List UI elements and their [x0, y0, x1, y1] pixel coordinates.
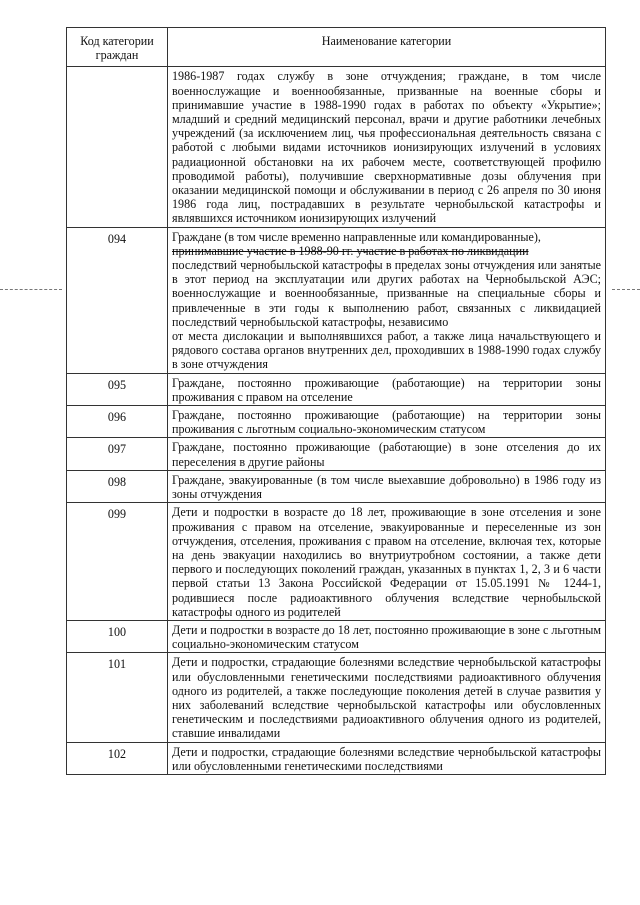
scan-margin-mark-left: [0, 289, 62, 290]
description-line: Граждане (в том числе временно направленные или командированные),: [172, 229, 541, 244]
category-code: 101: [67, 653, 168, 742]
category-code: 102: [67, 742, 168, 774]
category-description: Граждане, постоянно проживающие (работающие) на территории зоны проживания с правом на отселение: [168, 373, 606, 405]
table-header-row: [67, 28, 606, 67]
table-row: [67, 503, 606, 621]
table-row: [67, 67, 606, 227]
category-description: 1986-1987 годах службу в зоне отчуждения; граждане, в том числе военнослужащие и военнообязанные, призванные на военные сборы и принимавшие участие в 1988-1990 годах в работах по объекту «Укрытие»; младший и средний медицинский персонал, врачи и другие работники лечебных учреждений (за исключением лиц, чья профессиональная деятельность связана с работой с любыми видами источников ионизирующих излучений в условиях радиационной обстановки на их рабочем месте, соответствующей профилю проводимой работы), получившие сверхнормативные дозы облучения при оказании медицинской помощи и обслуживании в период с 26 апреля по 30 июня 1986 года лиц, пострадавших в результате чернобыльской катастрофы и являвшихся источником ионизирующих излучений: [168, 67, 606, 227]
category-description: Дети и подростки в возрасте до 18 лет, проживающие в зоне отселения и зоне проживания с правом на отселение, эвакуированные и переселенные из зон отчуждения, отселения, проживания с правом на отселение, включая тех, которые на день эвакуации находились во внутриутробном состоянии, а также дети первого и последующих поколений граждан, указанных в пунктах 1, 2, 3 и 6 части первой статьи 13 Закона Российской Федерации от 15.05.1991 № 1244-1, родившиеся после радиоактивного облучения вследствие чернобыльской катастрофы одного из родителей: [168, 503, 606, 621]
category-code: 100: [67, 620, 168, 652]
table-row: [67, 438, 606, 470]
table-row: [67, 620, 606, 652]
description-line: последствий чернобыльской катастрофы в пределах зоны отчуждения или занятые в этот период на эксплуатации или других работах на Чернобыльской АЭС; военнослужащие и военнообязанные, призванные на специальные сборы и привлеченные в эти годы к выполнению работ, связанных с ликвидацией последствий чернобыльской катастрофы, независимо: [172, 258, 601, 329]
category-description: Дети и подростки, страдающие болезнями вследствие чернобыльской катастрофы или обусловленными генетическими последствиями: [168, 742, 606, 774]
category-description: Дети и подростки в возрасте до 18 лет, постоянно проживающие в зоне с льготным социально-экономическим статусом: [168, 620, 606, 652]
category-code: 099: [67, 503, 168, 621]
category-code: 096: [67, 406, 168, 438]
citizen-category-table: [66, 27, 606, 775]
column-header-code: Код категории граждан: [67, 28, 168, 67]
table-row: [67, 742, 606, 774]
category-description: Дети и подростки, страдающие болезнями вследствие чернобыльской катастрофы или обусловленными генетическими последствиями радиоактивного облучения одного из родителей, а также последующие поколения детей в случае развития у них заболеваний вследствие чернобыльской катастрофы или обусловленных генетическим и последствиями радиоактивного облучения одного из родителей, ставшие инвалидами: [168, 653, 606, 742]
description-line-struck: принимавшие участие в 1988-90 гг. участие в работах по ликвидации: [172, 243, 529, 258]
category-description: Граждане, постоянно проживающие (работающие) в зоне отселения до их переселения в другие районы: [168, 438, 606, 470]
table-row: [67, 470, 606, 502]
category-code: 095: [67, 373, 168, 405]
category-code: 094: [67, 227, 168, 373]
description-line: от места дислокации и выполнявшихся работ, а также лица начальствующего и рядового состава органов внутренних дел, проходивших в 1988-1990 годах службу в зоне отчуждения: [172, 329, 601, 372]
table-row: [67, 653, 606, 742]
category-description: Граждане, эвакуированные (в том числе выехавшие добровольно) в 1986 году из зоны отчуждения: [168, 470, 606, 502]
scan-margin-mark-right: [612, 289, 640, 290]
category-code: 097: [67, 438, 168, 470]
table-row: [67, 373, 606, 405]
column-header-name: Наименование категории: [168, 28, 606, 67]
table-row: [67, 406, 606, 438]
table-row: [67, 227, 606, 373]
category-code: [67, 67, 168, 227]
category-code: 098: [67, 470, 168, 502]
category-description: [168, 227, 606, 373]
category-description: Граждане, постоянно проживающие (работающие) на территории зоны проживания с льготным социально-экономическим статусом: [168, 406, 606, 438]
